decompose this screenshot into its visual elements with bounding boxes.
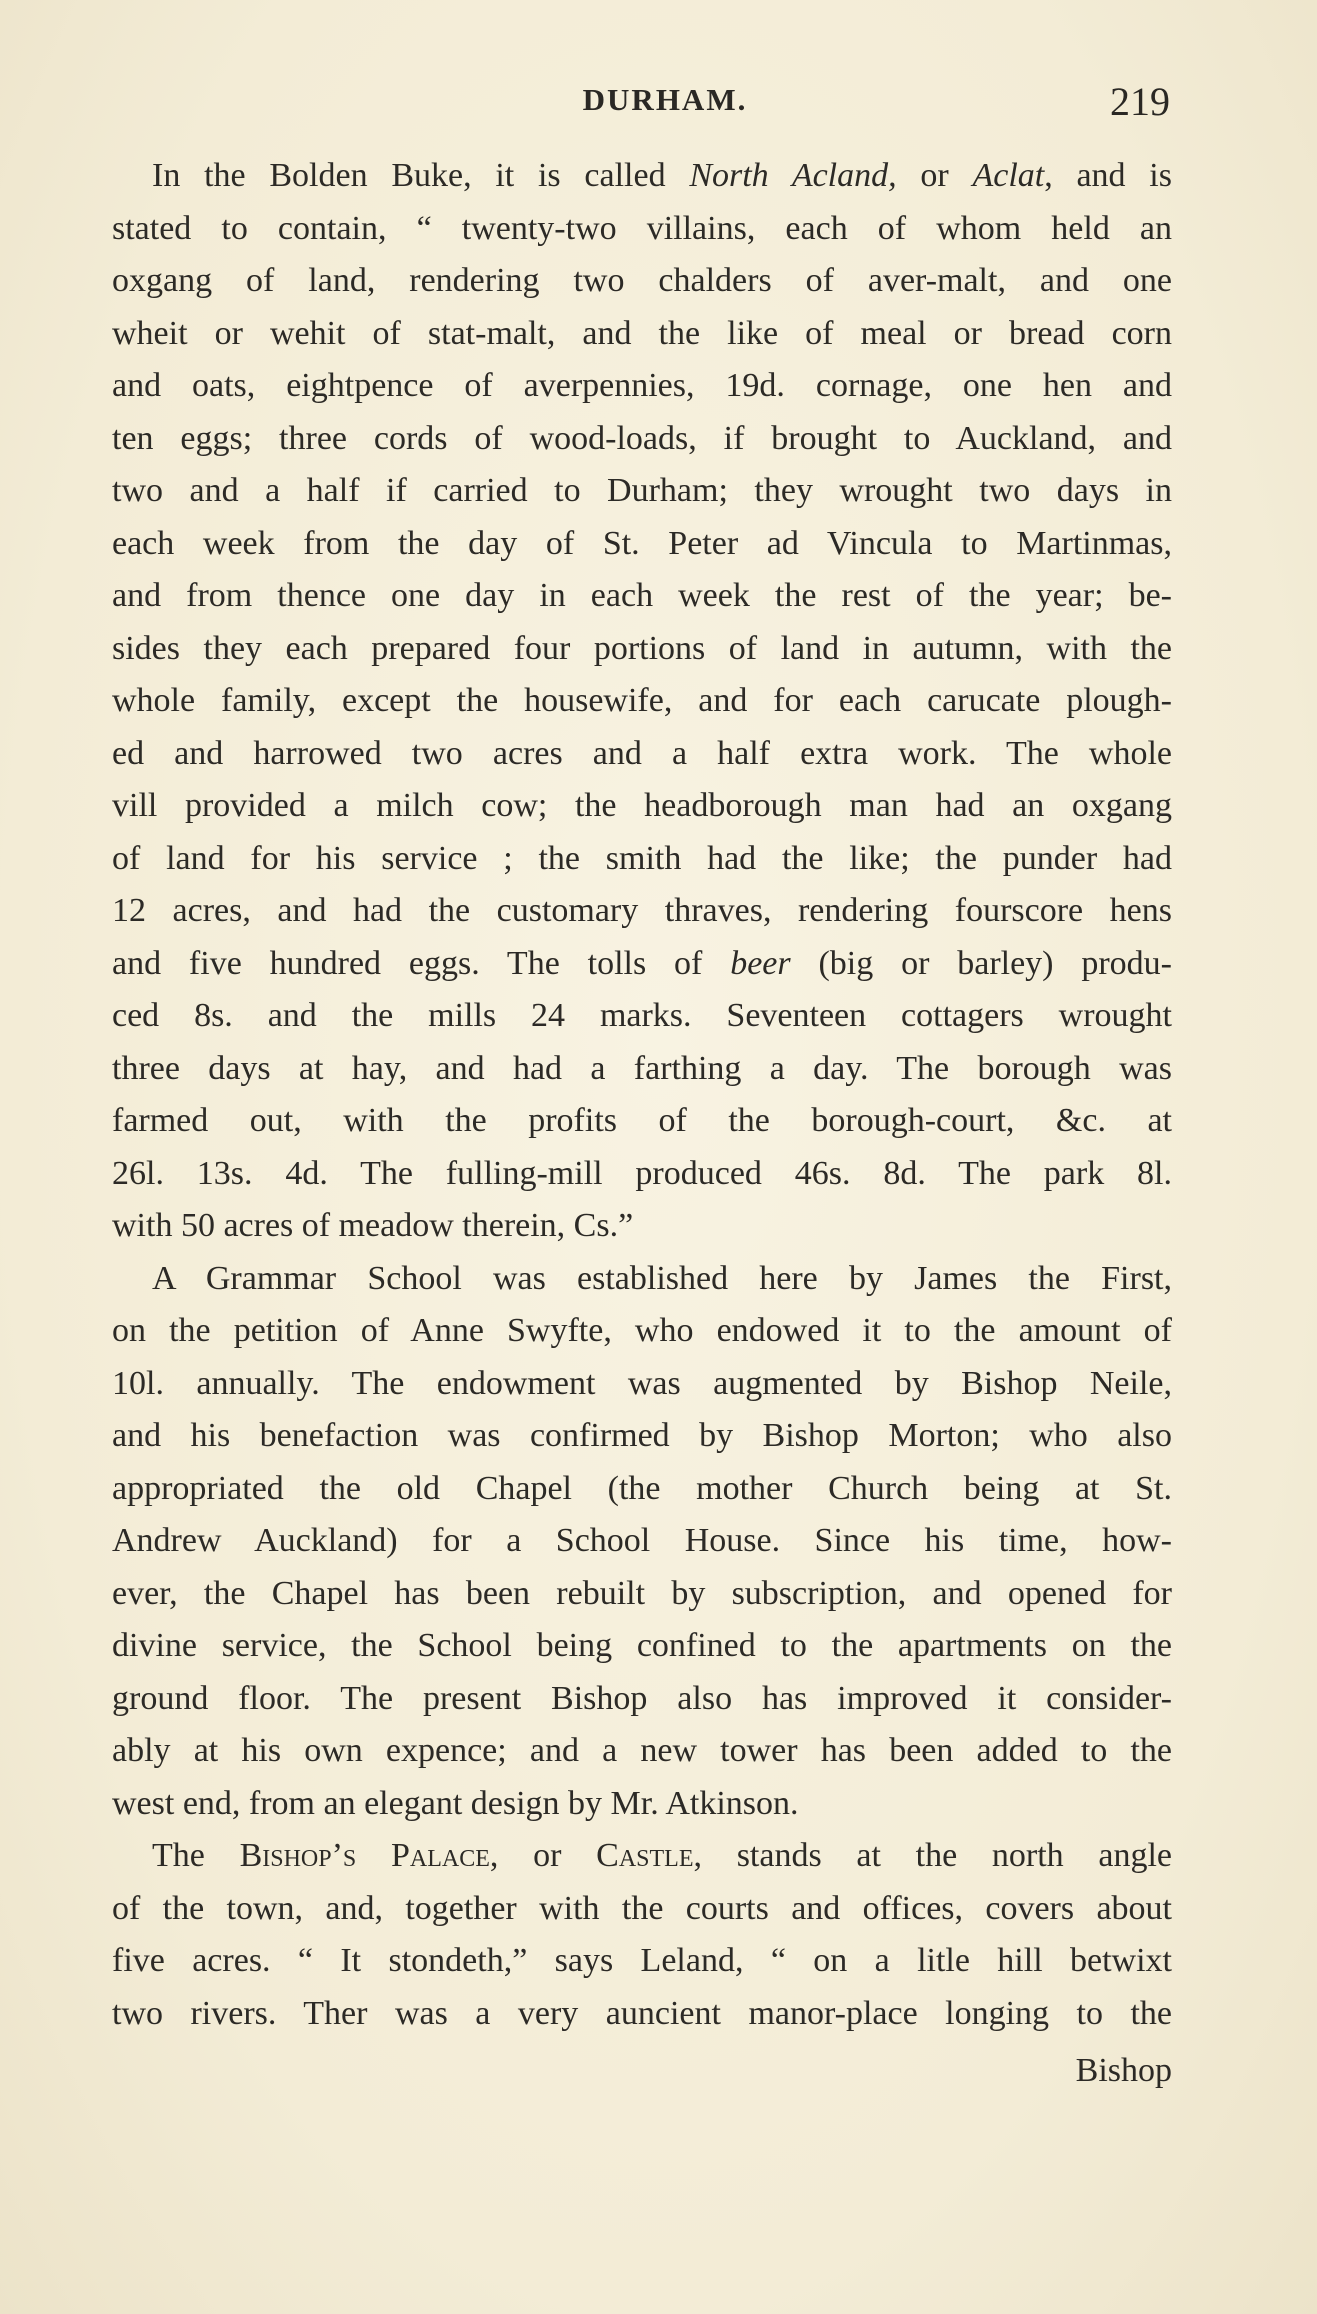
text-line: In the Bolden Buke, it is called North Acland, or Aclat, and is	[152, 157, 1172, 194]
text-line: and oats, eightpence of averpennies, 19d. cornage, one hen and	[112, 367, 1172, 404]
text-line: on the petition of Anne Swyfte, who endowed it to the amount of	[112, 1312, 1172, 1349]
text-line: 26l. 13s. 4d. The fulling-mill produced 46s. 8d. The park 8l.	[112, 1154, 1172, 1192]
page-header	[160, 78, 1170, 128]
text-line: and from thence one day in each week the rest of the year; be-	[112, 577, 1172, 614]
text-line: of the town, and, together with the courts and offices, covers about	[112, 1889, 1172, 1927]
text-line: ever, the Chapel has been rebuilt by subscription, and opened for	[112, 1574, 1172, 1612]
text-line: five acres. “ It stondeth,” says Leland, “ on a litle hill betwixt	[112, 1942, 1172, 1979]
text-line: wheit or wehit of stat-malt, and the like of meal or bread corn	[112, 314, 1172, 352]
catchword: Bishop	[1075, 2052, 1172, 2089]
text-line: two and a half if carried to Durham; they wrought two days in	[112, 472, 1172, 509]
text-line: and five hundred eggs. The tolls of beer (big or barley) produ-	[112, 944, 1172, 982]
text-line: farmed out, with the profits of the borough-court, &c. at	[112, 1102, 1172, 1139]
text-line: divine service, the School being confined to the apartments on the	[112, 1627, 1172, 1664]
text-line: 10l. annually. The endowment was augmented by Bishop Neile,	[112, 1364, 1172, 1402]
text-line: west end, from an elegant design by Mr. Atkinson.	[112, 1784, 799, 1822]
text-line: oxgang of land, rendering two chalders of aver-malt, and one	[112, 262, 1172, 299]
text-line: A Grammar School was established here by James the First,	[152, 1259, 1172, 1297]
body-text	[112, 150, 1172, 2040]
page-number: 219	[1110, 79, 1170, 124]
running-head: DURHAM.	[582, 82, 748, 117]
text-line: 12 acres, and had the customary thraves, rendering fourscore hens	[112, 892, 1172, 929]
text-line: ed and harrowed two acres and a half extra work. The whole	[112, 734, 1172, 772]
text-line: vill provided a milch cow; the headborough man had an oxgang	[112, 787, 1172, 824]
paragraph-grammar-school	[112, 1253, 1172, 1831]
text-line: sides they each prepared four portions of land in autumn, with the	[112, 629, 1172, 667]
text-line: stated to contain, “ twenty-two villains, each of whom held an	[112, 209, 1172, 247]
text-line: ground floor. The present Bishop also has improved it consider-	[112, 1679, 1172, 1717]
paragraph-bolden-buke	[112, 150, 1172, 1253]
text-line: of land for his service ; the smith had the like; the punder had	[112, 839, 1172, 877]
text-line: The Bishop’s Palace, or Castle, stands at the north angle	[152, 1837, 1172, 1874]
text-line: Andrew Auckland) for a School House. Since his time, how-	[112, 1522, 1172, 1559]
text-line: ably at his own expence; and a new tower has been added to the	[112, 1732, 1172, 1769]
text-line: two rivers. Ther was a very auncient manor-place longing to the	[112, 1994, 1172, 2032]
paragraph-bishops-palace	[112, 1830, 1172, 2040]
text-line: ten eggs; three cords of wood-loads, if brought to Auckland, and	[112, 419, 1172, 457]
text-line: and his benefaction was confirmed by Bishop Morton; who also	[112, 1417, 1172, 1454]
text-line: with 50 acres of meadow therein, Cs.”	[112, 1207, 634, 1244]
text-line: three days at hay, and had a farthing a day. The borough was	[112, 1049, 1172, 1087]
text-line: appropriated the old Chapel (the mother Church being at St.	[112, 1469, 1172, 1507]
text-line: each week from the day of St. Peter ad Vincula to Martinmas,	[112, 524, 1172, 562]
text-line: ced 8s. and the mills 24 marks. Seventeen cottagers wrought	[112, 997, 1172, 1034]
text-line: whole family, except the housewife, and for each carucate plough-	[112, 682, 1172, 719]
